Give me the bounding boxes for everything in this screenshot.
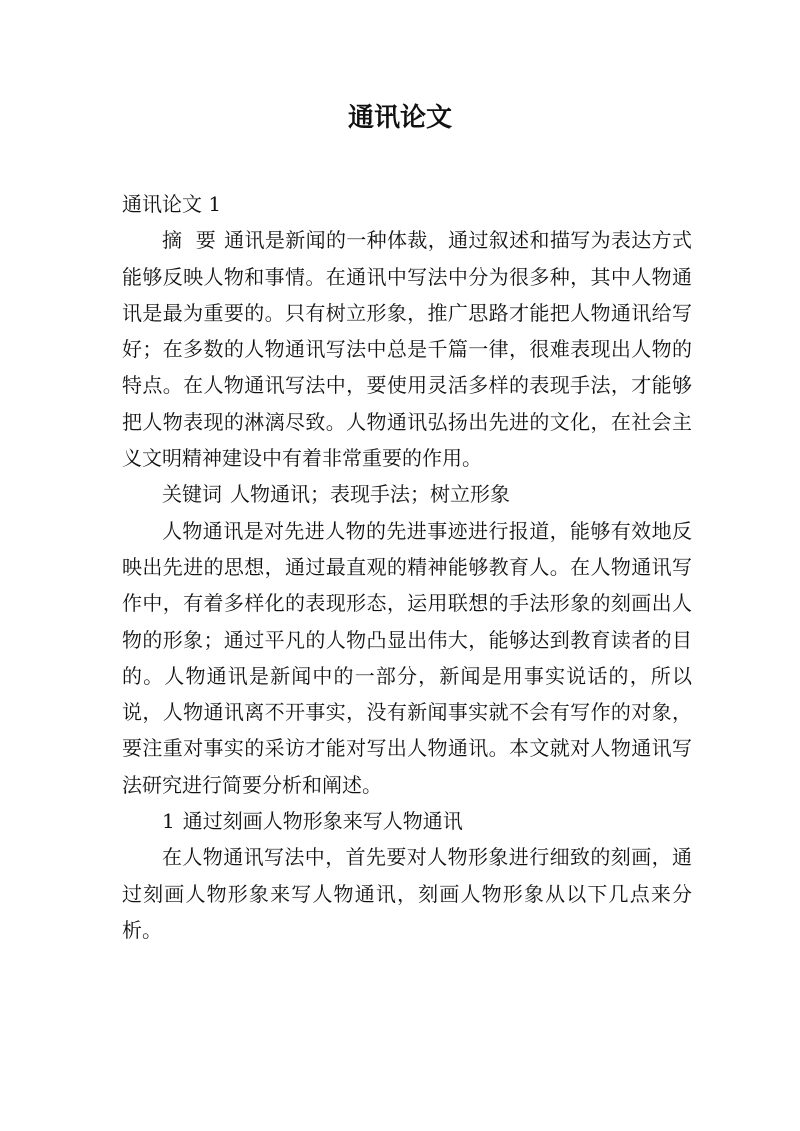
document-body: [122, 186, 692, 948]
abstract-label: 摘 要: [162, 228, 217, 253]
section-number: 1: [162, 809, 175, 834]
keywords-paragraph: [122, 476, 692, 512]
section-heading-text: 通过刻画人物形象来写人物通讯: [182, 809, 463, 834]
abstract-text: 通讯是新闻的一种体裁，通过叙述和描写为表达方式能够反映人物和事情。在通讯中写法中分为很多种，其中人物通讯是最为重要的。只有树立形象，推广思路才能把人物通讯给写好；在多数的人物通讯写法中总是千篇一律，很难表现出人物的特点。在人物通讯写法中，要使用灵活多样的表现手法，才能够把人物表现的淋漓尽致。人物通讯弘扬出先进的文化，在社会主义文明精神建设中有着非常重要的作用。: [122, 228, 693, 471]
section-paragraph: 在人物通讯写法中，首先要对人物形象进行细致的刻画，通过刻画人物形象来写人物通讯，刻画人物形象从以下几点来分析。: [122, 845, 692, 942]
document-title: 通讯论文: [347, 103, 452, 133]
intro-paragraph: 人物通讯是对先进人物的先进事迹进行报道，能够有效地反映出先进的思想，通过最直观的精神能够教育人。在人物通讯写作中，有着多样化的表现形态，运用联想的手法形象的刻画出人物的形象；通过平凡的人物凸显出伟大，能够达到教育读者的目的。人物通讯是新闻中的一部分，新闻是用事实说话的，所以说，人物通讯离不开事实，没有新闻事实就不会有写作的对象，要注重对事实的采访才能对写出人物通讯。本文就对人物通讯写法研究进行简要分析和阐述。: [122, 518, 692, 797]
document-subtitle: 通讯论文 1: [122, 192, 222, 216]
abstract-paragraph: [122, 222, 692, 476]
keywords-label: 关键词: [162, 482, 222, 507]
keywords-text: 人物通讯；表现手法；树立形象: [230, 482, 510, 507]
section-heading: [122, 803, 692, 839]
